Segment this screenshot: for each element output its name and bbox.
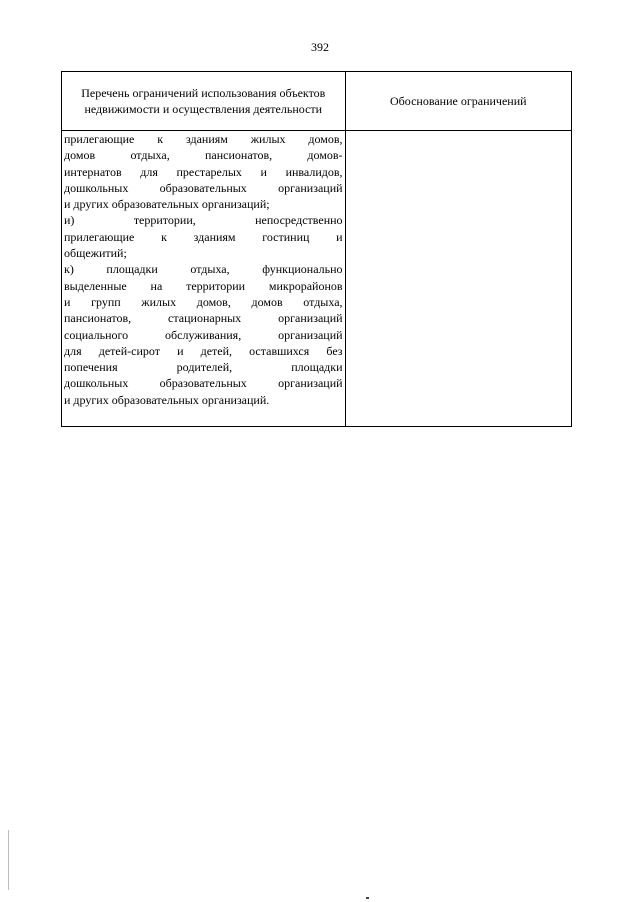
text-line: для детей-сирот и детей, оставшихся без — [64, 343, 343, 358]
scan-speck — [366, 897, 369, 899]
text-line: дошкольных образовательных организаций — [64, 376, 343, 391]
restrictions-table — [61, 71, 572, 427]
header-justification: Обоснование ограничений — [345, 72, 571, 131]
text-line: прилегающие к зданиям гостиниц и — [64, 229, 343, 244]
justification-cell — [345, 131, 571, 427]
text-line: и других образовательных организаций. — [64, 392, 270, 407]
text-line: к) площадки отдыха, функционально — [64, 262, 343, 277]
page-number: 392 — [311, 40, 329, 54]
text-line: и групп жилых домов, домов отдыха, — [64, 294, 343, 309]
header-restrictions-list: Перечень ограничений использования объектов недвижимости и осуществления деятельности — [62, 72, 346, 131]
text-line: социального обслуживания, организаций — [64, 327, 343, 342]
text-line: общежитий; — [64, 246, 127, 261]
restrictions-text — [64, 131, 343, 408]
text-line: пансионатов, стационарных организаций — [64, 311, 343, 326]
restrictions-cell — [62, 131, 346, 427]
table-header-row — [62, 72, 572, 131]
text-line: попечения родителей, площадки — [64, 360, 343, 375]
text-line: и других образовательных организаций; — [64, 197, 270, 212]
text-line: дошкольных образовательных организаций — [64, 180, 343, 195]
text-line: прилегающие к зданиям жилых домов, — [64, 132, 343, 146]
scan-edge-mark — [8, 830, 9, 890]
text-line: домов отдыха, пансионатов, домов- — [64, 148, 343, 163]
text-line: и) территории, непосредственно — [64, 213, 343, 228]
text-line: выделенные на территории микрорайонов — [64, 278, 343, 293]
text-line: интернатов для престарелых и инвалидов, — [64, 164, 343, 179]
table-row — [62, 131, 572, 427]
